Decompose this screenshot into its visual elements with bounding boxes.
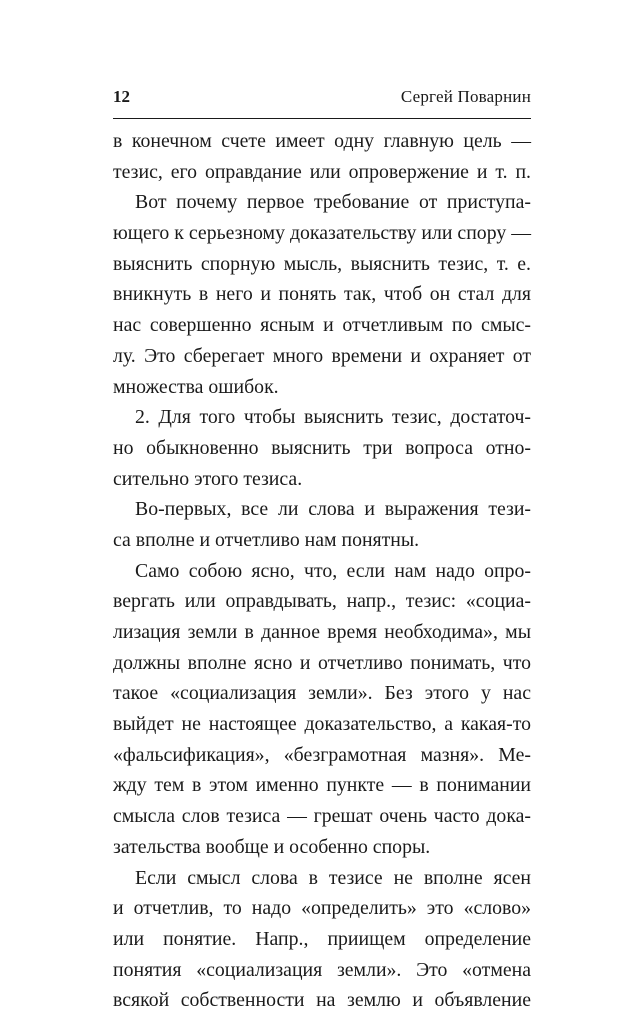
text-line: «фальсификация», «безграмотная мазня». Ме- bbox=[113, 743, 531, 766]
text-line: вергать или оправдывать, напр., тезис: «социа- bbox=[113, 590, 531, 613]
text-line: жду тем в этом именно пункте — в понимании bbox=[113, 774, 531, 797]
text-line: такое «социализация земли». Без этого у нас bbox=[113, 682, 531, 705]
text-line: вникнуть в него и понять так, чтоб он стал для bbox=[113, 283, 531, 306]
text-line: и отчетлив, то надо «определить» это «слово» bbox=[113, 897, 531, 920]
text-line: лу. Это сберегает много времени и охраняет от bbox=[113, 344, 531, 367]
text-line: Во-первых, все ли слова и выражения тези- bbox=[135, 498, 531, 521]
text-line: выяснить спорную мысль, выяснить тезис, т. е. bbox=[113, 252, 531, 275]
text-line: в конечном счете имеет одну главную цель — bbox=[113, 130, 531, 152]
text-line: са вполне и отчетливо нам понятны. bbox=[113, 528, 420, 551]
text-line: смысла слов тезиса — грешат очень часто дока- bbox=[113, 805, 531, 828]
text-line: Если смысл слова в тезисе не вполне ясен bbox=[135, 866, 531, 889]
page-number: 12 bbox=[113, 87, 130, 106]
text-line: сительно этого тезиса. bbox=[113, 467, 303, 490]
text-line: или понятие. Напр., приищем определение bbox=[113, 927, 531, 950]
text-line: выйдет не настоящее доказательство, а какая-то bbox=[113, 713, 531, 736]
text-line: Вот почему первое требование от приступа- bbox=[135, 191, 531, 214]
text-line: ющего к серьезному доказательству или спору — bbox=[113, 222, 531, 245]
text-line: должны вполне ясно и отчетливо понимать, что bbox=[113, 651, 531, 674]
text-line: множества ошибок. bbox=[113, 375, 279, 398]
text-line: тезис, его оправдание или опровержение и т. п. bbox=[113, 160, 531, 183]
text-line: зательства вообще и особенно споры. bbox=[113, 835, 431, 858]
text-line: 2. Для того чтобы выяснить тезис, достаточ- bbox=[135, 406, 531, 429]
text-line: лизация земли в данное время необходима», мы bbox=[113, 621, 531, 643]
text-line: но обыкновенно выяснить три вопроса отно- bbox=[113, 436, 531, 459]
text-line: нас совершенно ясным и отчетливым по смыс- bbox=[113, 314, 531, 337]
body-text bbox=[113, 126, 531, 1016]
header-rule bbox=[113, 118, 531, 119]
author-name: Сергей Поварнин bbox=[400, 87, 531, 106]
text-line: Само собою ясно, что, если нам надо опро- bbox=[135, 559, 531, 582]
running-head bbox=[113, 86, 531, 108]
text-line: всякой собственности на землю и объявление bbox=[113, 989, 531, 1012]
text-line: понятия «социализация земли». Это «отмена bbox=[113, 958, 531, 981]
